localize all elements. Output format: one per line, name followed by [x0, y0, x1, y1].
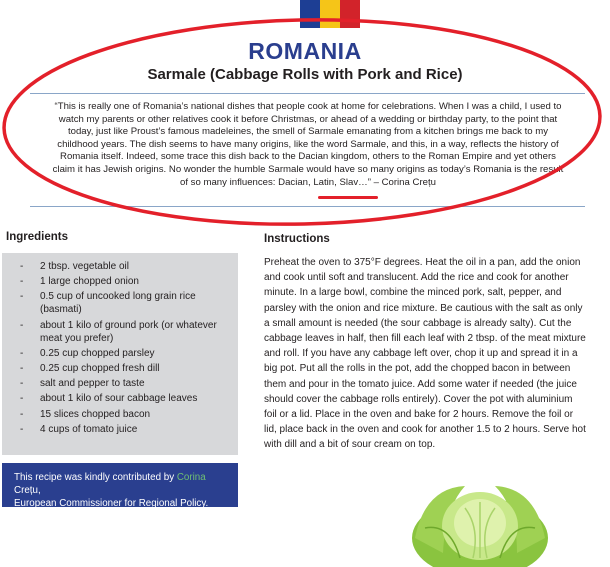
ingredient-item: - 1 large chopped onion	[20, 276, 139, 288]
bullet-marker: -	[20, 362, 24, 374]
author-underline	[318, 196, 378, 199]
ingredient-item: - about 1 kilo of ground pork (or whatever meat you prefer)	[20, 319, 217, 344]
quote-text: “This is really one of Romania’s national dishes that people cook at home for celebrations. When I was a child, I used to watch my parents or other relatives cook it before Christmas, or ahead of a wedding or birthday party, to the point that today, just like Proust’s famous madeleines, the smell of Sarmale emanating from a kitchen brings me back to my childhood years. The dish seems to have many origins, like the word Sarmale, and this, in a way, reflects the history of Romania itself. Indeed, some trace this dish back to the Dacian kingdom, others to the Roman Empire and yet others claim it has Jewish origins. No wonder the humble Sarmale would have so many origins as today’s Romania is the result of so many influences: Dacian, Latin, Slav…”	[52, 101, 564, 188]
bullet-marker: -	[20, 393, 24, 405]
quote-author: – Corina Crețu	[373, 176, 436, 188]
ingredient-item: - 15 slices chopped bacon	[20, 408, 151, 420]
bullet-marker: -	[20, 291, 24, 303]
bullet-marker: -	[20, 319, 24, 331]
flag-stripe-yellow	[320, 0, 340, 28]
flag-stripe-blue	[300, 0, 320, 28]
ingredients-heading: Ingredients	[6, 231, 68, 243]
intro-quote	[48, 101, 568, 189]
ingredient-item: - 0.25 cup chopped parsley	[20, 347, 155, 359]
ingredients-list	[20, 260, 235, 438]
bottom-divider	[30, 206, 585, 207]
credit-box	[2, 463, 238, 507]
cabbage-icon	[405, 468, 555, 567]
ingredient-item: - 2 tbsp. vegetable oil	[20, 261, 129, 272]
ingredient-item: - 0.25 cup chopped fresh dill	[20, 362, 160, 374]
credit-role: European Commissioner for Regional Policy.	[14, 498, 209, 509]
country-title: ROMANIA	[248, 38, 362, 64]
instructions-heading: Instructions	[264, 233, 330, 245]
dish-title: Sarmale (Cabbage Rolls with Pork and Rice)	[147, 66, 463, 83]
ingredient-item: - about 1 kilo of sour cabbage leaves	[20, 393, 198, 405]
bullet-marker: -	[20, 276, 24, 288]
ingredient-item: - 0.5 cup of uncooked long grain rice (basmati)	[20, 291, 196, 316]
flag-stripe-red	[340, 0, 360, 28]
bullet-marker: -	[20, 261, 24, 272]
ingredient-item: - 4 cups of tomato juice	[20, 423, 138, 435]
credit-name-highlight: Corina	[176, 472, 206, 483]
credit-text: This recipe was kindly contributed by Corina Crețu, European Commissioner for Regional Policy.	[14, 472, 209, 509]
top-divider	[30, 93, 585, 94]
bullet-marker: -	[20, 408, 24, 420]
bullet-marker: -	[20, 423, 24, 435]
ingredient-item: - salt and pepper to taste	[20, 378, 145, 390]
instructions-text: Preheat the oven to 375°F degrees. Heat the oil in a pan, add the onion and cook until soft and translucent. Add the rice and cook for another minute. In a large bowl, combine the minced pork, salt, pepper, and parsley with the onion and rice mixture. Be cautious with the salt as only a small amount is needed (the sour cabbage is already salty). Cut the cabbage leaves in half, then fill each leaf with 2 tbsp. of the meat mixture and roll. If you have any cabbage left over, chop it up and spread it in a big pot. Put all the rolls in the pot, add the chopped bacon in between them and pour in the tomato juice. Add some water if needed (the juice should cover the cabbage rolls entirely). Cover the pot with aluminium foil or a lid. Place in the oven and bake for 2 hours. Remove the foil or lid, place back in the oven and cook for another 1.5 to 2 hours. Serve hot with dill and a bit of sour cream on top.	[264, 257, 586, 451]
romania-flag	[300, 0, 360, 28]
bullet-marker: -	[20, 378, 24, 390]
bullet-marker: -	[20, 347, 24, 359]
